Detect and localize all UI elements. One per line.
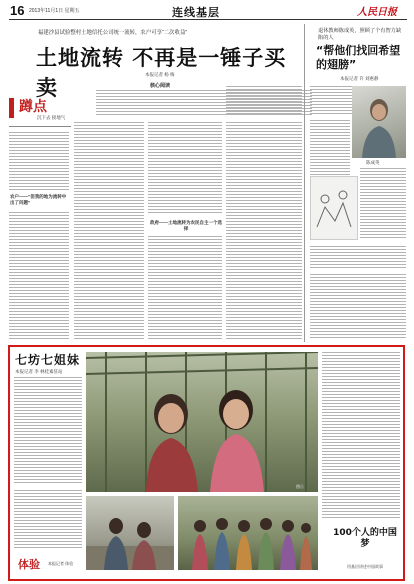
right-col-d xyxy=(310,246,406,270)
sketch-icon xyxy=(311,177,357,239)
lead-col-3 xyxy=(148,122,222,214)
small-photo-1-scene xyxy=(86,496,174,570)
small-photo-1 xyxy=(86,496,174,570)
spotlight-bar xyxy=(9,98,14,118)
spotlight-rule xyxy=(9,126,71,127)
lead-col-1 xyxy=(9,132,69,192)
masthead xyxy=(0,0,414,20)
experience-note: 本报记者 体验 xyxy=(48,561,74,566)
column-divider xyxy=(304,24,305,342)
series-badge-title: 100个人的中国梦 xyxy=(333,528,397,549)
portrait-caption: 陈成英 xyxy=(366,160,380,165)
experience-label: 体验 xyxy=(18,558,40,571)
bottom-text-col-1 xyxy=(14,377,82,485)
mid-right-col-top xyxy=(226,86,302,116)
lead-byline: 本报记者 杨 梅 xyxy=(145,72,175,77)
spotlight-note: 沉下去 接地气 xyxy=(37,115,66,120)
section-title: 连线基层 xyxy=(172,7,220,19)
bottom-headline: 七坊七姐妹 xyxy=(15,353,81,367)
masthead-rule xyxy=(9,19,407,20)
lead-col-2 xyxy=(74,122,144,340)
series-badge-note: 用基层讲述中国故事 xyxy=(347,564,383,569)
right-byline: 本报记者 许 刘惠静 xyxy=(340,76,379,81)
core-reading-title: 核心阅读 xyxy=(150,83,171,89)
lead-sub-b: 政府——土地流转为农民自主一个选择 xyxy=(150,220,222,231)
right-intro: 退休教师陈成英，照顾了个有智力缺陷的人 xyxy=(318,28,402,41)
lead-kicker: 福建沙县试验整村土地信托公司统一流转，农户可享“二次收益” xyxy=(38,30,188,36)
lead-sub-a: 农户——“但我的地为流转中出了问题” xyxy=(10,194,67,205)
series-badge xyxy=(330,528,400,574)
lead-col-3b xyxy=(148,236,222,340)
date-line: 2013年11月1日 星期五 xyxy=(29,8,80,14)
right-headline: “帮他们找回希望的翅膀” xyxy=(316,44,401,71)
right-col-e xyxy=(310,274,406,340)
lead-col-1b xyxy=(9,212,69,340)
main-photo-scene xyxy=(86,352,318,492)
sketch-illustration xyxy=(310,176,358,240)
right-col-a xyxy=(310,86,354,116)
bottom-byline: 本报记者 李 林桂素驻站 xyxy=(15,369,63,374)
spotlight-label: 蹲点 xyxy=(19,99,47,115)
portrait-figure xyxy=(352,86,406,158)
bottom-text-col-2 xyxy=(322,352,400,520)
small-photo-2 xyxy=(178,496,318,570)
page-number: 16 xyxy=(10,3,25,18)
lead-headline: 土地流转 不再是一锤子买卖 xyxy=(36,46,287,100)
portrait-photo xyxy=(352,86,406,158)
bottom-text-col-1b xyxy=(14,490,82,550)
main-photo xyxy=(86,352,318,492)
small-photo-2-scene xyxy=(178,496,318,570)
lead-col-4 xyxy=(226,122,302,340)
main-photo-credit: 图① xyxy=(296,484,304,489)
paper-name: 人民日报 xyxy=(357,7,397,18)
right-col-c xyxy=(360,168,406,238)
